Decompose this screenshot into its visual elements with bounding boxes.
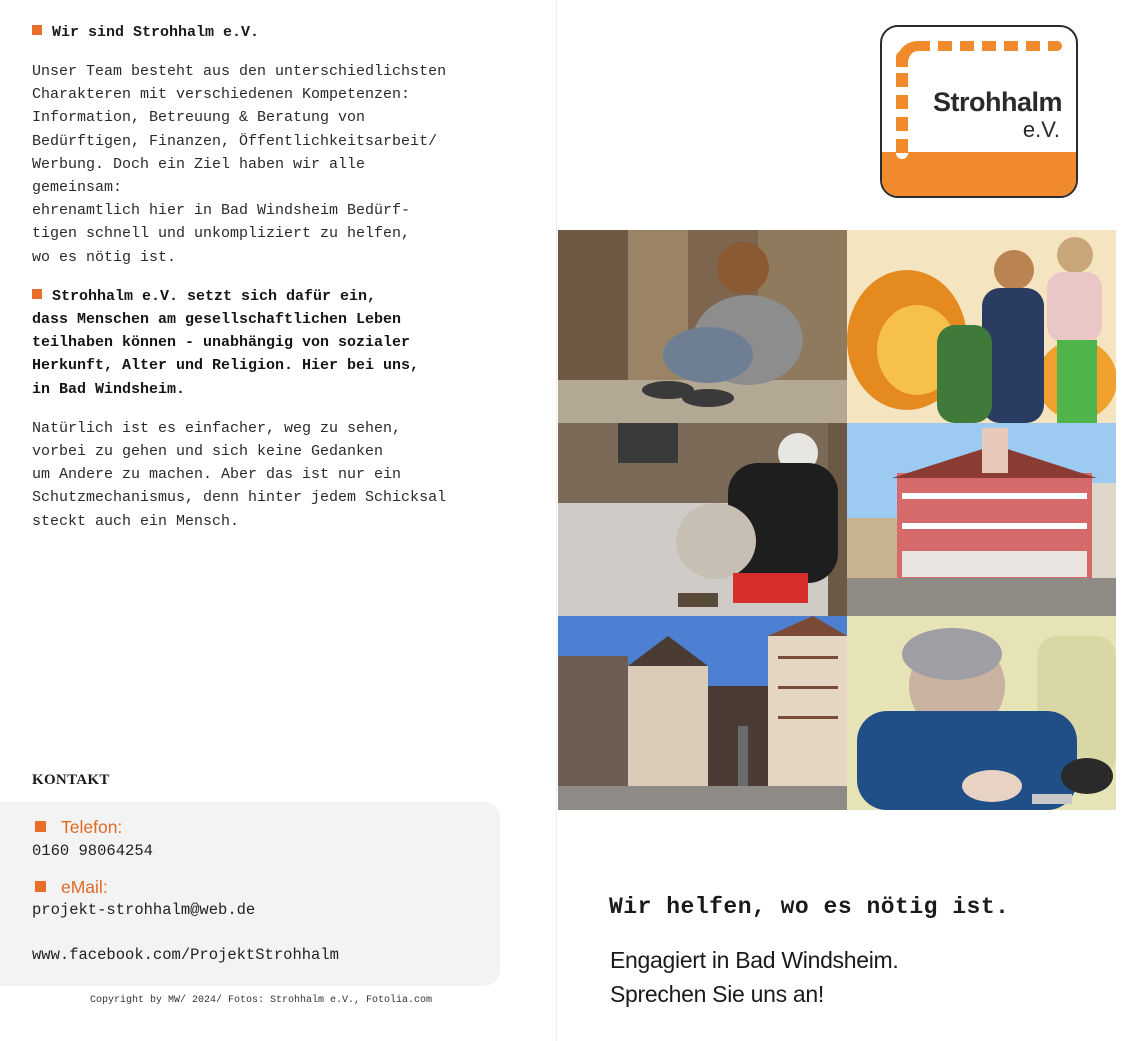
- slogan: Wir helfen, wo es nötig ist.: [609, 894, 1010, 920]
- straw-icon-stem: [896, 51, 908, 159]
- sad-child-photo: [558, 230, 847, 423]
- half-timbered-houses-photo: [558, 616, 847, 810]
- mission-paragraph: [32, 285, 532, 401]
- contact-title: KONTAKT: [32, 772, 110, 788]
- email-label: [35, 877, 108, 898]
- town-hall-photo: [847, 423, 1116, 616]
- left-panel: [32, 22, 532, 533]
- children-by-fire-photo: [847, 230, 1116, 423]
- email-label-text: eMail:: [61, 877, 108, 897]
- phone-number[interactable]: 0160 98064254: [32, 842, 153, 860]
- orange-bullet-icon: [35, 821, 46, 832]
- logo-suffix: e.V.: [1022, 117, 1060, 142]
- homeless-person-photo: [558, 423, 847, 616]
- closing-paragraph: Natürlich ist es einfacher, weg zu sehen, vorbei zu gehen und sich keine Gedanken um Andere zu machen. Aber das ist nur ein Schutzmechanismus, denn hinter jedem Schicksal steckt auch ein Mensch.: [32, 419, 447, 530]
- about-heading-text: Wir sind Strohhalm e.V.: [52, 24, 260, 41]
- strohhalm-logo: [880, 25, 1078, 198]
- phone-label-text: Telefon:: [61, 817, 123, 837]
- about-heading: [32, 22, 532, 44]
- mission-text: Strohhalm e.V. setzt sich dafür ein, dass Menschen am gesellschaftlichen Leben teilhaben können - unabhängig von sozialer Herkunft, Alter und Religion. Hier bei uns, in Bad Windsheim.: [32, 287, 420, 398]
- email-address[interactable]: projekt-strohhalm@web.de: [32, 901, 256, 919]
- photo-grid: [558, 230, 1116, 810]
- orange-bullet-icon: [32, 25, 42, 35]
- fold-line: [556, 0, 557, 1041]
- logo-orange-band: [882, 152, 1076, 196]
- logo-name: Strohhalm: [932, 87, 1062, 117]
- copyright-note: Copyright by MW/ 2024/ Fotos: Strohhalm e.V., Fotolia.com: [90, 995, 433, 1006]
- intro-paragraph: Unser Team besteht aus den unterschiedlichsten Charakteren mit verschiedenen Kompetenzen: Information, Betreuung & Beratung von Bedürftigen, Finanzen, Öffentlichkeitsarbeit/ Werbung. Doch ein Ziel haben wir alle gemeinsam: ehrenamtlich hier in Bad Windsheim Bedürf- tigen schnell und unkompliziert zu helfen, wo es nötig ist.: [32, 63, 447, 266]
- tagline-contact: Sprechen Sie uns an!: [610, 981, 824, 1007]
- facebook-link[interactable]: www.facebook.com/ProjektStrohhalm: [32, 946, 339, 964]
- tagline-location: Engagiert in Bad Windsheim.: [610, 947, 899, 973]
- orange-bullet-icon: [35, 881, 46, 892]
- straw-icon: [916, 41, 1062, 51]
- straw-icon-bend: [896, 41, 922, 67]
- phone-label: [35, 817, 122, 838]
- orange-bullet-icon: [32, 289, 42, 299]
- elderly-woman-counting-coins-photo: [847, 616, 1116, 810]
